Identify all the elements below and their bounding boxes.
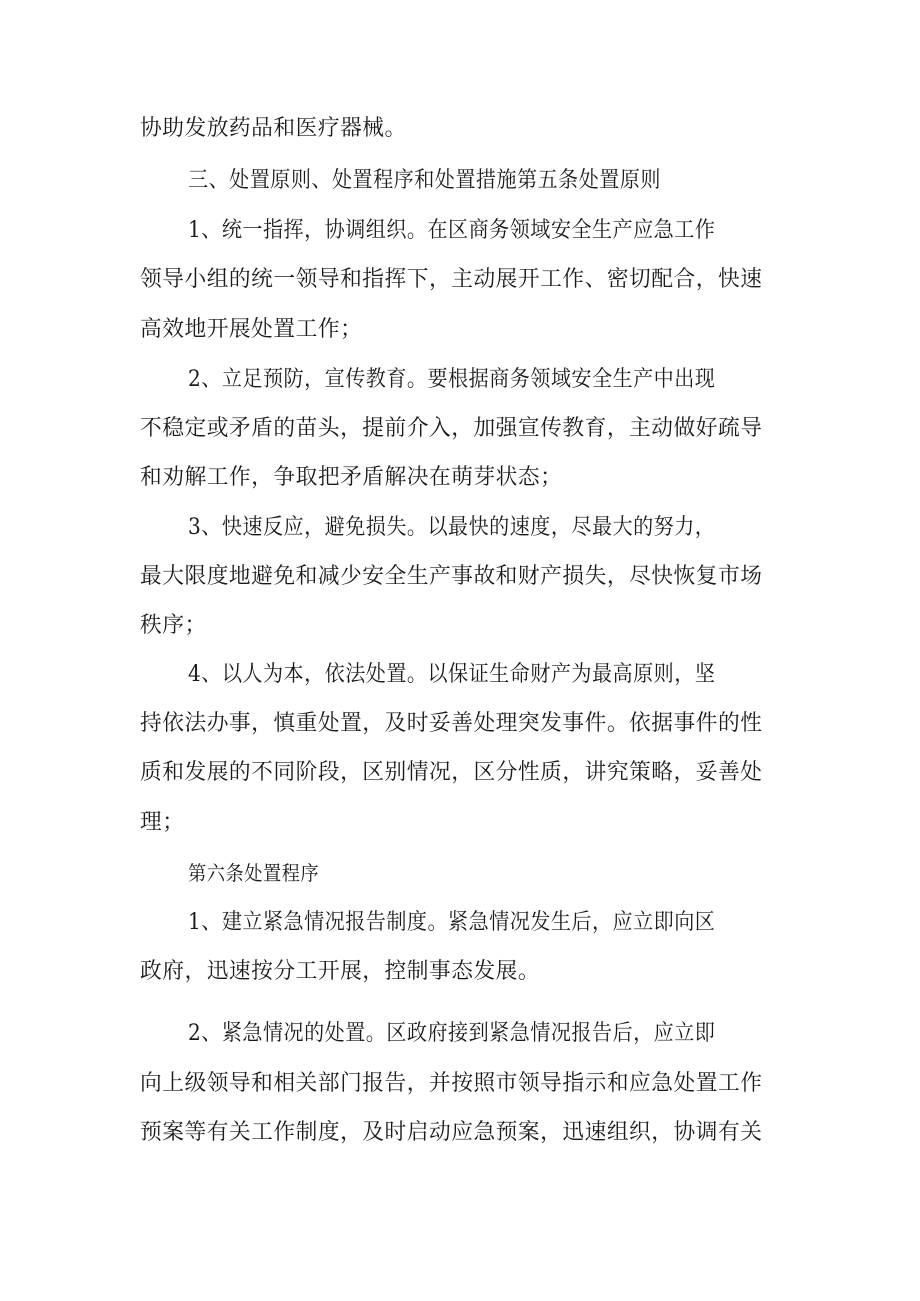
text-line-11: 秩序； — [140, 613, 207, 638]
text-line-20: 向上级领导和相关部门报告，并按照市领导指示和应急处置工作 — [140, 1071, 763, 1096]
text-line-12: 4、以人为本，依法处置。以保证生命财产为最高原则，坚 — [188, 662, 716, 687]
text-line-7: 不稳定或矛盾的苗头，提前介入，加强宣传教育，主动做好疏导 — [140, 416, 763, 441]
text-line-14: 质和发展的不同阶段，区别情况，区分性质，讲究策略，妥善处 — [140, 760, 763, 785]
text-line-19: 2、紧急情况的处置。区政府接到紧急情况报告后，应立即 — [188, 1021, 716, 1046]
text-line-8: 和劝解工作，争取把矛盾解决在萌芽状态； — [140, 465, 563, 490]
article-heading: 第六条处置程序 — [188, 861, 320, 885]
text-line-10: 最大限度地避免和减少安全生产事故和财产损失，尽快恢复市场 — [140, 564, 763, 589]
text-line-4: 领导小组的统一领导和指挥下，主动展开工作、密切配合，快速 — [140, 267, 763, 292]
text-line-1: 协助发放药品和医疗器械。 — [140, 116, 407, 141]
text-line-17: 1、建立紧急情况报告制度。紧急情况发生后，应立即向区 — [188, 910, 716, 935]
text-line-9: 3、快速反应，避免损失。以最快的速度，尽最大的努力， — [188, 515, 716, 540]
section-heading: 三、处置原则、处置程序和处置措施第五条处置原则 — [188, 168, 662, 193]
text-line-3: 1、统一指挥，协调组织。在区商务领域安全生产应急工作 — [188, 218, 716, 243]
text-line-18: 政府，迅速按分工开展，控制事态发展。 — [140, 959, 541, 984]
text-line-6: 2、立足预防，宣传教育。要根据商务领域安全生产中出现 — [188, 367, 716, 392]
text-line-5: 高效地开展处置工作； — [140, 317, 363, 342]
text-line-13: 持依法办事，慎重处置，及时妥善处理突发事件。依据事件的性 — [140, 711, 763, 736]
text-line-15: 理； — [140, 810, 185, 835]
text-line-21: 预案等有关工作制度，及时启动应急预案，迅速组织，协调有关 — [140, 1120, 763, 1145]
